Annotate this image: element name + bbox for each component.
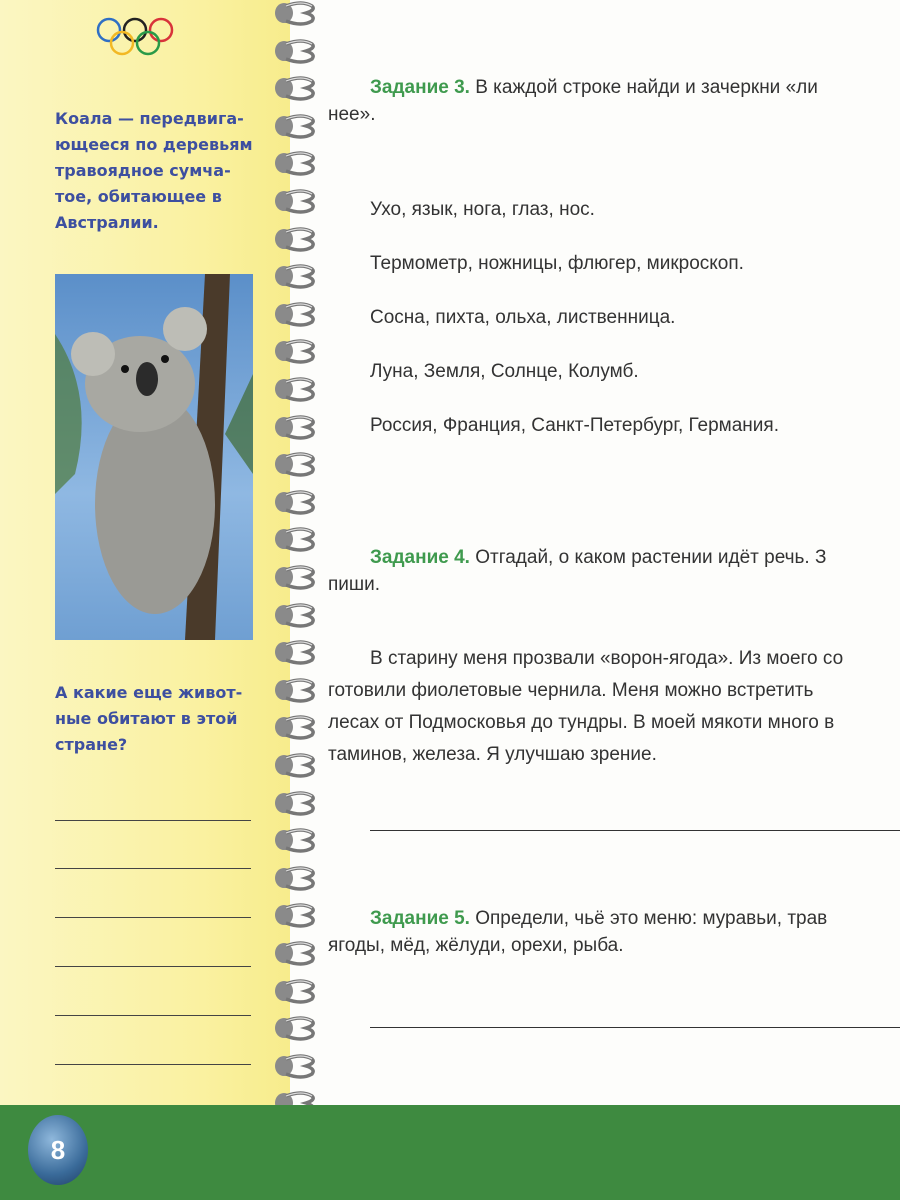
spiral-ring-icon xyxy=(272,338,318,364)
spiral-ring-icon xyxy=(272,564,318,590)
riddle-line: лесах от Подмосковья до тундры. В моей мякоти много в xyxy=(328,712,835,733)
spiral-ring-icon xyxy=(272,940,318,966)
spiral-ring-icon xyxy=(272,790,318,816)
answer-line[interactable] xyxy=(370,1027,900,1028)
task-3 xyxy=(328,74,900,128)
answer-line[interactable] xyxy=(55,868,251,869)
spiral-ring-icon xyxy=(272,902,318,928)
fact-line: Австралии. xyxy=(55,213,159,232)
word-row[interactable]: Луна, Земля, Солнце, Колумб. xyxy=(370,361,639,382)
word-row[interactable]: Термометр, ножницы, флюгер, микроскоп. xyxy=(370,253,744,274)
spiral-ring-icon xyxy=(272,113,318,139)
spiral-ring-icon xyxy=(272,1053,318,1079)
riddle-line: таминов, железа. Я улучшаю зрение. xyxy=(328,744,657,765)
fact-line: тое, обитающее в xyxy=(55,187,222,206)
spiral-ring-icon xyxy=(272,978,318,1004)
task-text: Определи, чьё это меню: муравьи, трав xyxy=(469,908,828,929)
page-number-globe: 8 xyxy=(28,1115,88,1185)
riddle-line: В старину меня прозвали «ворон-ягода». Из моего со xyxy=(370,648,844,669)
spiral-ring-icon xyxy=(272,414,318,440)
sidebar xyxy=(0,0,290,1105)
spiral-ring-icon xyxy=(272,526,318,552)
task-text: пиши. xyxy=(328,574,381,595)
task-4 xyxy=(328,544,900,598)
word-row[interactable]: Ухо, язык, нога, глаз, нос. xyxy=(370,199,595,220)
task-text: ягоды, мёд, жёлуди, орехи, рыба. xyxy=(328,935,624,956)
task-5 xyxy=(328,905,900,959)
spiral-ring-icon xyxy=(272,602,318,628)
spiral-ring-icon xyxy=(272,639,318,665)
answer-line[interactable] xyxy=(370,830,900,831)
sidebar-question xyxy=(55,680,260,758)
spiral-ring-icon xyxy=(272,376,318,402)
answer-line[interactable] xyxy=(55,1015,251,1016)
riddle-line: готовили фиолетовые чернила. Меня можно встретить xyxy=(328,680,814,701)
koala-fact xyxy=(55,106,260,236)
task-text: В каждой строке найди и зачеркни «ли xyxy=(469,77,818,98)
answer-line[interactable] xyxy=(55,966,251,967)
task-text: нее». xyxy=(328,104,376,125)
spiral-ring-icon xyxy=(272,263,318,289)
spiral-ring-icon xyxy=(272,865,318,891)
word-row[interactable]: Россия, Франция, Санкт-Петербург, Германия. xyxy=(370,415,779,436)
olympic-rings-icon xyxy=(95,15,179,65)
spiral-ring-icon xyxy=(272,301,318,327)
question-line: ные обитают в этой xyxy=(55,709,238,728)
footer-band xyxy=(0,1105,900,1200)
spiral-ring-icon xyxy=(272,827,318,853)
spiral-ring-icon xyxy=(272,0,318,26)
answer-line[interactable] xyxy=(55,917,251,918)
spiral-ring-icon xyxy=(272,752,318,778)
task-heading: Задание 5. xyxy=(370,908,470,929)
spiral-ring-icon xyxy=(272,677,318,703)
task-heading: Задание 3. xyxy=(370,77,470,98)
answer-line[interactable] xyxy=(55,1064,251,1065)
question-line: А какие еще живот- xyxy=(55,683,243,702)
fact-line: Коала — передвига- xyxy=(55,109,244,128)
spiral-ring-icon xyxy=(272,150,318,176)
spiral-ring-icon xyxy=(272,188,318,214)
answer-line[interactable] xyxy=(55,820,251,821)
spiral-ring-icon xyxy=(272,489,318,515)
question-line: стране? xyxy=(55,735,128,754)
spiral-ring-icon xyxy=(272,1015,318,1041)
word-row[interactable]: Сосна, пихта, ольха, лиственница. xyxy=(370,307,676,328)
spiral-ring-icon xyxy=(272,38,318,64)
spiral-ring-icon xyxy=(272,75,318,101)
spiral-ring-icon xyxy=(272,714,318,740)
fact-line: ющееся по деревьям xyxy=(55,135,253,154)
task-heading: Задание 4. xyxy=(370,547,470,568)
spiral-ring-icon xyxy=(272,226,318,252)
spiral-ring-icon xyxy=(272,451,318,477)
koala-photo xyxy=(55,274,253,640)
fact-line: травоядное сумча- xyxy=(55,161,231,180)
task-text: Отгадай, о каком растении идёт речь. З xyxy=(469,547,827,568)
riddle xyxy=(328,643,900,771)
spiral-binding xyxy=(272,0,320,1105)
